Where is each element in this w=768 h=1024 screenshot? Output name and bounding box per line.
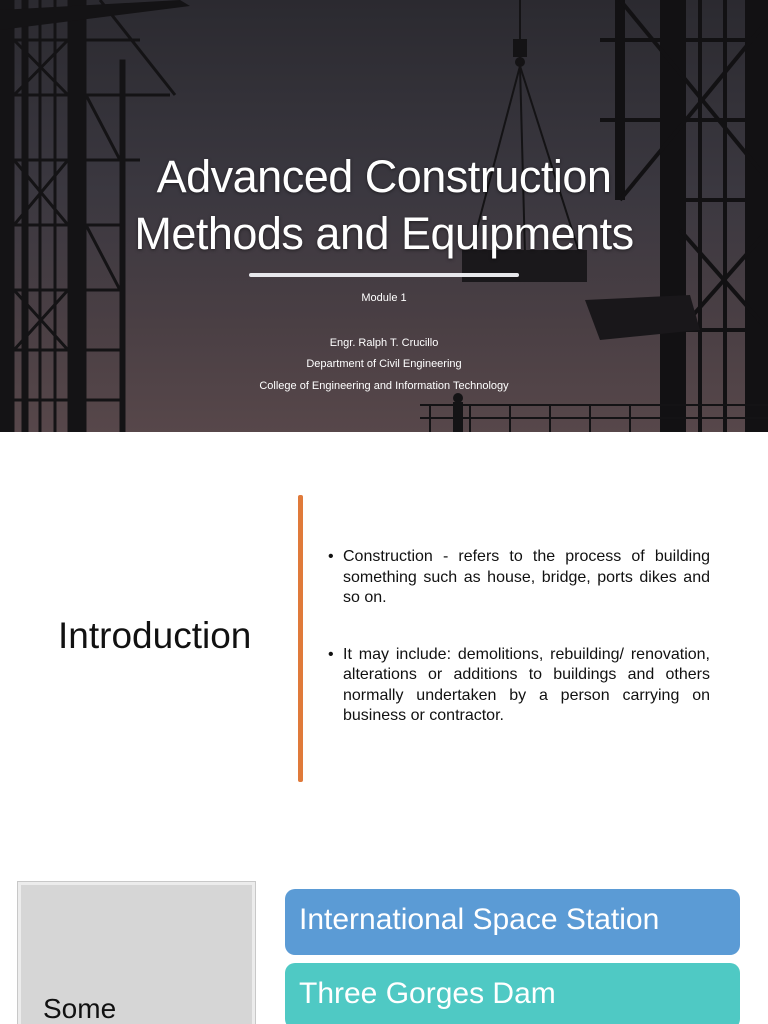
slide-title bbox=[0, 148, 768, 262]
title-slide bbox=[0, 0, 768, 432]
title-line-2: Methods and Equipments bbox=[134, 208, 634, 259]
college-name: College of Engineering and Information Technology bbox=[259, 380, 509, 392]
introduction-slide bbox=[0, 432, 768, 862]
example-item-three-gorges-dam: Three Gorges Dam bbox=[285, 963, 740, 1024]
introduction-heading: Introduction bbox=[58, 615, 252, 656]
bullet-icon: • bbox=[328, 548, 334, 565]
section-label-text: Some bbox=[43, 993, 117, 1024]
bullet-text: Construction - refers to the process of building something such as house, bridge, ports dikes and so on. bbox=[343, 548, 710, 606]
title-line-1: Advanced Construction bbox=[156, 151, 612, 202]
bullet-icon: • bbox=[328, 645, 334, 663]
example-item-space-station: International Space Station bbox=[285, 889, 740, 955]
section-label-box bbox=[18, 882, 255, 1024]
examples-slide bbox=[0, 862, 768, 1024]
author-name: Engr. Ralph T. Crucillo bbox=[329, 337, 439, 349]
module-label: Module 1 bbox=[361, 292, 407, 304]
department-name: Department of Civil Engineering bbox=[306, 358, 462, 370]
title-underline bbox=[249, 273, 519, 277]
bullet-text: It may include: demolitions, rebuilding/ renovation, alterations or additions to buildings and others normally undertaken by a person carrying on business or contractor. bbox=[343, 645, 710, 724]
bullet-item bbox=[328, 547, 710, 609]
introduction-bullets bbox=[328, 547, 710, 763]
bullet-item bbox=[328, 645, 710, 727]
vertical-divider bbox=[298, 495, 303, 782]
